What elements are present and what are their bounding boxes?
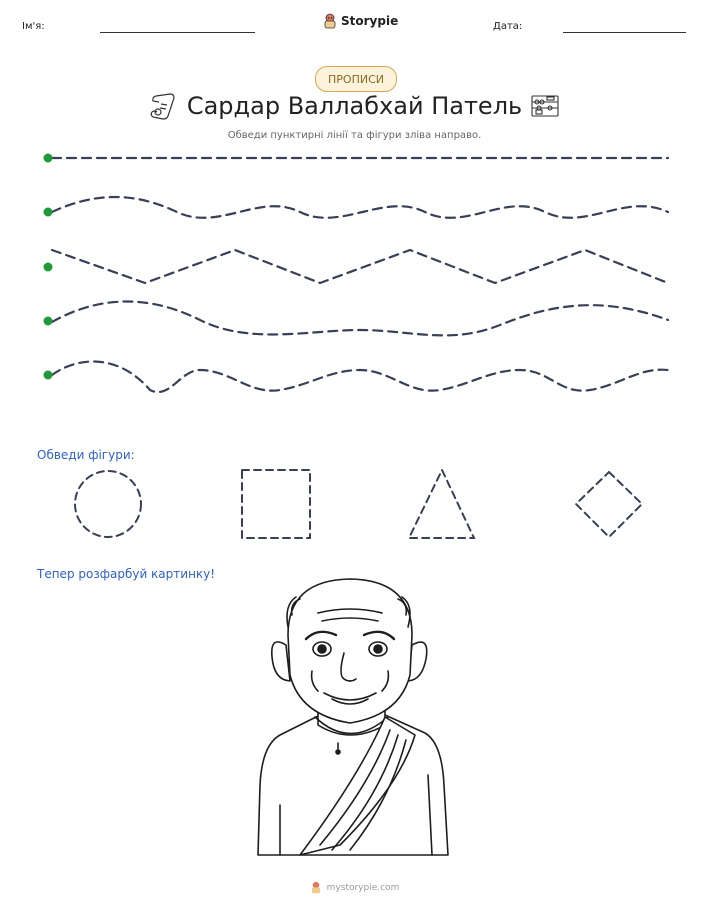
square-shape xyxy=(242,470,310,538)
start-dot xyxy=(44,371,53,380)
instructions: Обведи пунктирні лінії та фігури зліва направо. xyxy=(227,130,482,141)
coloring-heading: Тепер розфарбуй картинку! xyxy=(37,567,216,581)
head-outline xyxy=(288,579,412,723)
tracing-line-wave-1 xyxy=(52,197,668,218)
diamond-shape xyxy=(576,472,642,537)
abacus-icon xyxy=(530,93,560,119)
tracing-line-zigzag xyxy=(52,250,668,283)
brand-name: Storypie xyxy=(341,14,399,28)
coloring-picture xyxy=(240,575,462,860)
tracing-lines xyxy=(0,145,709,405)
start-dot xyxy=(44,208,53,217)
start-dot xyxy=(44,263,53,272)
start-dot xyxy=(44,154,53,163)
brand-logo xyxy=(323,13,398,29)
triangle-shape xyxy=(409,470,474,538)
shapes-heading: Обведи фігури: xyxy=(37,448,135,462)
tracing-line-wave-2 xyxy=(52,301,668,335)
name-field-line[interactable] xyxy=(100,32,255,33)
name-label: Ім'я: xyxy=(22,21,45,32)
footer-url[interactable]: mystorypie.com xyxy=(326,882,400,893)
storypie-logo-icon xyxy=(323,13,337,29)
storypie-logo-icon xyxy=(310,881,322,894)
footer xyxy=(0,881,709,894)
start-dot xyxy=(44,317,53,326)
tracing-line-wave-3 xyxy=(52,361,668,392)
date-label: Дата: xyxy=(493,21,523,32)
page-title: Сардар Валлабхай Патель xyxy=(186,92,523,120)
tracing-shapes xyxy=(0,462,709,547)
circle-shape xyxy=(75,471,141,537)
date-field-line[interactable] xyxy=(563,32,686,33)
worksheet-badge: ПРОПИСИ xyxy=(315,66,397,92)
